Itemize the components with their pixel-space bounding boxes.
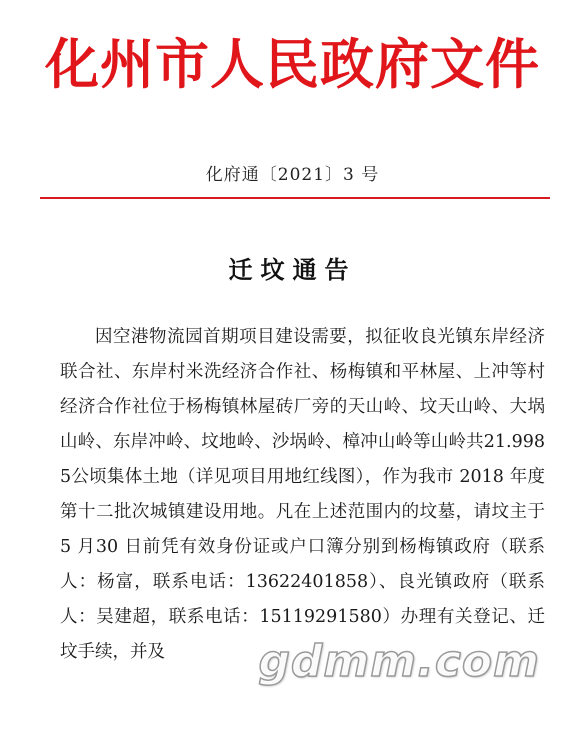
red-divider-line: [40, 197, 550, 199]
notice-body-paragraph: 因空港物流园首期项目建设需要，拟征收良光镇东岸经济联合社、东岸村米洗经济合作社、杨梅镇和平林屋、上冲等村经济合作社位于杨梅镇林屋砖厂旁的天山岭、坟天山岭、大埚山岭、东岸冲岭、坟地岭、沙埚岭、樟冲山岭等山岭共21.9985公顷集体土地（详见项目用地红线图），作为我市 2018 年度第十二批次城镇建设用地。凡在上述范围内的坟墓，请坟主于 5 月30 日前凭有效身份证或户口簿分别到杨梅镇政府（联系人：杨富，联系电话：13622401858）、良光镇政府（联系人：吴建超，联系电话：15119291580）办理有关登记、迁坟手续，并及: [60, 327, 545, 662]
notice-title: 迁坟通告: [228, 256, 357, 284]
site-watermark: gdmm.com: [258, 636, 540, 687]
document-number: 化府通〔2021〕3 号: [205, 165, 380, 185]
masthead-title: 化州市人民政府文件: [45, 33, 540, 96]
